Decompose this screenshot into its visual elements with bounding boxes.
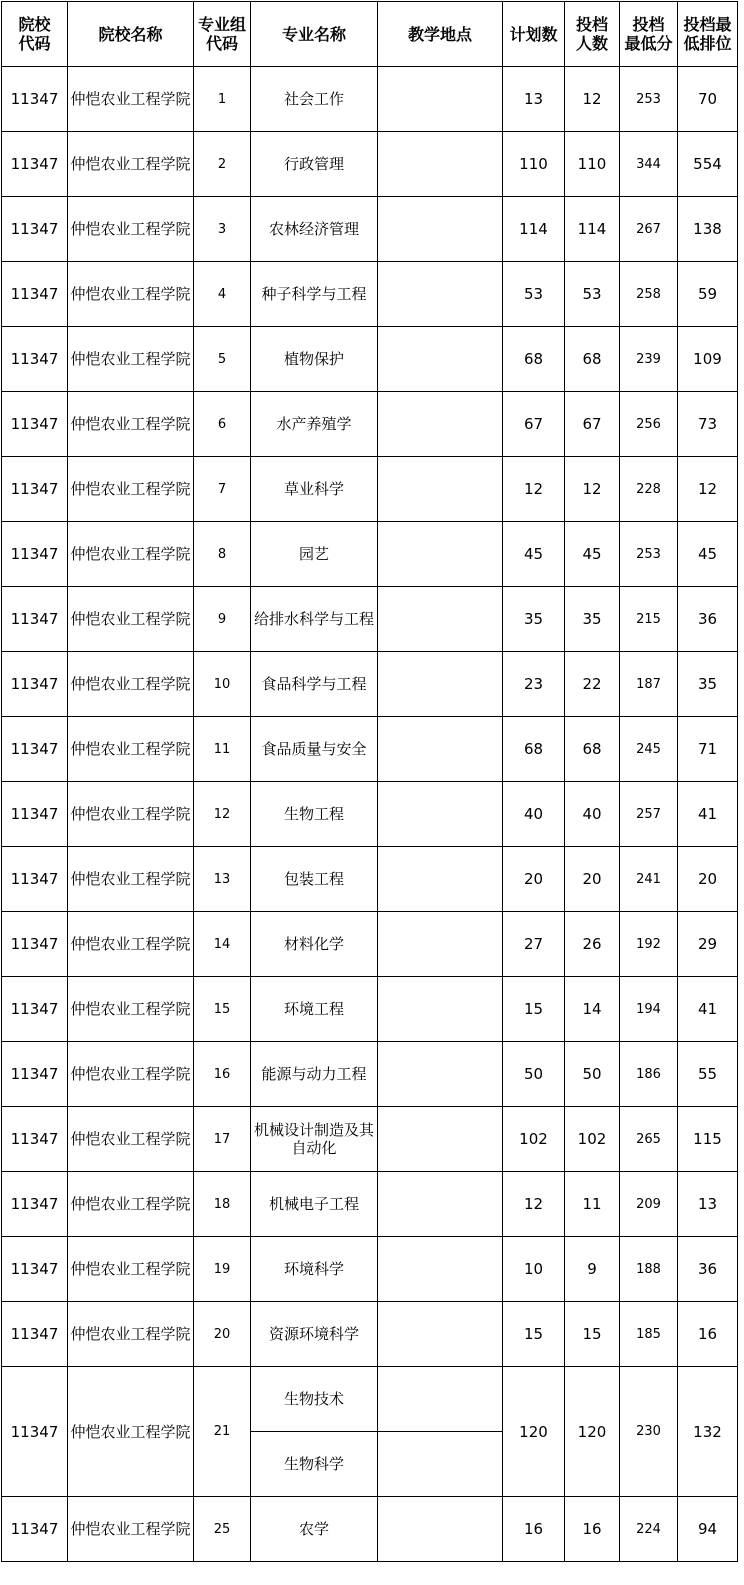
school-name-cell: 仲恺农业工程学院 bbox=[68, 912, 194, 977]
school-code-cell: 11347 bbox=[2, 327, 68, 392]
location-cell bbox=[378, 1237, 503, 1302]
table-row bbox=[2, 912, 738, 977]
min-score-cell: 224 bbox=[620, 1497, 678, 1562]
major-name-cell: 生物工程 bbox=[251, 782, 378, 847]
admitted-cell: 53 bbox=[565, 262, 620, 327]
major-name-cell: 包装工程 bbox=[251, 847, 378, 912]
plan-cell: 20 bbox=[503, 847, 565, 912]
plan-cell: 40 bbox=[503, 782, 565, 847]
plan-cell: 10 bbox=[503, 1237, 565, 1302]
major-name-cell: 种子科学与工程 bbox=[251, 262, 378, 327]
admitted-cell: 22 bbox=[565, 652, 620, 717]
header-text: 最低分 bbox=[624, 34, 673, 53]
min-score-cell: 245 bbox=[620, 717, 678, 782]
min-rank-cell: 70 bbox=[678, 67, 738, 132]
plan-cell: 67 bbox=[503, 392, 565, 457]
min-rank-cell: 16 bbox=[678, 1302, 738, 1367]
school-code-cell: 11347 bbox=[2, 652, 68, 717]
admitted-cell: 120 bbox=[565, 1367, 620, 1497]
school-name-cell: 仲恺农业工程学院 bbox=[68, 1497, 194, 1562]
table-row bbox=[2, 977, 738, 1042]
min-score-cell: 185 bbox=[620, 1302, 678, 1367]
school-code-cell: 11347 bbox=[2, 1107, 68, 1172]
admitted-cell: 14 bbox=[565, 977, 620, 1042]
plan-cell: 110 bbox=[503, 132, 565, 197]
admitted-cell: 40 bbox=[565, 782, 620, 847]
location-cell bbox=[378, 717, 503, 782]
group-code-cell: 14 bbox=[194, 912, 251, 977]
school-code-cell: 11347 bbox=[2, 1367, 68, 1497]
school-code-cell: 11347 bbox=[2, 717, 68, 782]
min-rank-cell: 36 bbox=[678, 1237, 738, 1302]
header-text: 投档 bbox=[575, 15, 608, 34]
major-name-cell: 材料化学 bbox=[251, 912, 378, 977]
admitted-cell: 50 bbox=[565, 1042, 620, 1107]
min-score-cell: 267 bbox=[620, 197, 678, 262]
admitted-cell: 12 bbox=[565, 67, 620, 132]
table-header bbox=[2, 2, 738, 67]
table-row bbox=[2, 1107, 738, 1172]
location-cell bbox=[378, 1107, 503, 1172]
location-cell bbox=[378, 262, 503, 327]
header-location bbox=[378, 2, 503, 67]
group-code-cell: 12 bbox=[194, 782, 251, 847]
school-code-cell: 11347 bbox=[2, 912, 68, 977]
major-name-cell: 环境工程 bbox=[251, 977, 378, 1042]
location-cell bbox=[378, 457, 503, 522]
min-score-cell: 188 bbox=[620, 1237, 678, 1302]
group-code-cell: 10 bbox=[194, 652, 251, 717]
plan-cell: 102 bbox=[503, 1107, 565, 1172]
location-cell bbox=[378, 1302, 503, 1367]
location-cell bbox=[378, 1432, 503, 1497]
table-row bbox=[2, 1042, 738, 1107]
school-name-cell: 仲恺农业工程学院 bbox=[68, 1302, 194, 1367]
header-row bbox=[2, 2, 738, 67]
location-cell bbox=[378, 67, 503, 132]
school-name-cell: 仲恺农业工程学院 bbox=[68, 457, 194, 522]
plan-cell: 15 bbox=[503, 1302, 565, 1367]
admitted-cell: 102 bbox=[565, 1107, 620, 1172]
school-name-cell: 仲恺农业工程学院 bbox=[68, 262, 194, 327]
header-text: 低排位 bbox=[683, 34, 732, 53]
min-score-cell: 257 bbox=[620, 782, 678, 847]
school-name-cell: 仲恺农业工程学院 bbox=[68, 67, 194, 132]
location-cell bbox=[378, 197, 503, 262]
major-name-cell: 水产养殖学 bbox=[251, 392, 378, 457]
table-row bbox=[2, 197, 738, 262]
min-score-cell: 258 bbox=[620, 262, 678, 327]
header-plan bbox=[503, 2, 565, 67]
major-name-cell: 机械设计制造及其自动化 bbox=[251, 1107, 378, 1172]
school-code-cell: 11347 bbox=[2, 782, 68, 847]
header-min-rank bbox=[678, 2, 738, 67]
plan-cell: 27 bbox=[503, 912, 565, 977]
table-row bbox=[2, 522, 738, 587]
school-code-cell: 11347 bbox=[2, 1237, 68, 1302]
plan-cell: 50 bbox=[503, 1042, 565, 1107]
header-group-code bbox=[194, 2, 251, 67]
group-code-cell: 3 bbox=[194, 197, 251, 262]
school-code-cell: 11347 bbox=[2, 457, 68, 522]
major-name-cell: 能源与动力工程 bbox=[251, 1042, 378, 1107]
major-name-cell: 园艺 bbox=[251, 522, 378, 587]
location-cell bbox=[378, 1172, 503, 1237]
school-name-cell: 仲恺农业工程学院 bbox=[68, 847, 194, 912]
min-rank-cell: 115 bbox=[678, 1107, 738, 1172]
min-rank-cell: 132 bbox=[678, 1367, 738, 1497]
table-row bbox=[2, 67, 738, 132]
school-name-cell: 仲恺农业工程学院 bbox=[68, 587, 194, 652]
major-name-cell: 草业科学 bbox=[251, 457, 378, 522]
min-score-cell: 253 bbox=[620, 67, 678, 132]
school-code-cell: 11347 bbox=[2, 197, 68, 262]
location-cell bbox=[378, 522, 503, 587]
major-name-cell: 社会工作 bbox=[251, 67, 378, 132]
school-name-cell: 仲恺农业工程学院 bbox=[68, 652, 194, 717]
group-code-cell: 4 bbox=[194, 262, 251, 327]
group-code-cell: 19 bbox=[194, 1237, 251, 1302]
min-rank-cell: 71 bbox=[678, 717, 738, 782]
school-name-cell: 仲恺农业工程学院 bbox=[68, 1237, 194, 1302]
location-cell bbox=[378, 1042, 503, 1107]
school-name-cell: 仲恺农业工程学院 bbox=[68, 132, 194, 197]
school-code-cell: 11347 bbox=[2, 847, 68, 912]
admitted-cell: 26 bbox=[565, 912, 620, 977]
school-name-cell: 仲恺农业工程学院 bbox=[68, 197, 194, 262]
plan-cell: 16 bbox=[503, 1497, 565, 1562]
location-cell bbox=[378, 327, 503, 392]
plan-cell: 53 bbox=[503, 262, 565, 327]
min-rank-cell: 12 bbox=[678, 457, 738, 522]
group-code-cell: 15 bbox=[194, 977, 251, 1042]
major-name-cell: 食品质量与安全 bbox=[251, 717, 378, 782]
header-text: 投档 bbox=[632, 15, 665, 34]
location-cell bbox=[378, 587, 503, 652]
table-row bbox=[2, 1172, 738, 1237]
group-code-cell: 16 bbox=[194, 1042, 251, 1107]
min-score-cell: 186 bbox=[620, 1042, 678, 1107]
table-row bbox=[2, 587, 738, 652]
min-score-cell: 187 bbox=[620, 652, 678, 717]
table-row bbox=[2, 327, 738, 392]
major-name-cell: 食品科学与工程 bbox=[251, 652, 378, 717]
min-score-cell: 194 bbox=[620, 977, 678, 1042]
plan-cell: 35 bbox=[503, 587, 565, 652]
min-score-cell: 228 bbox=[620, 457, 678, 522]
header-major-name bbox=[251, 2, 378, 67]
group-code-cell: 9 bbox=[194, 587, 251, 652]
table-row bbox=[2, 457, 738, 522]
min-rank-cell: 35 bbox=[678, 652, 738, 717]
school-code-cell: 11347 bbox=[2, 392, 68, 457]
location-cell bbox=[378, 847, 503, 912]
header-text: 人数 bbox=[575, 34, 608, 53]
admitted-cell: 110 bbox=[565, 132, 620, 197]
group-code-cell: 5 bbox=[194, 327, 251, 392]
table-row bbox=[2, 717, 738, 782]
min-rank-cell: 45 bbox=[678, 522, 738, 587]
min-rank-cell: 94 bbox=[678, 1497, 738, 1562]
header-text: 院校 bbox=[18, 15, 51, 34]
table-row bbox=[2, 392, 738, 457]
major-name-cell: 机械电子工程 bbox=[251, 1172, 378, 1237]
min-rank-cell: 36 bbox=[678, 587, 738, 652]
min-rank-cell: 41 bbox=[678, 782, 738, 847]
admitted-cell: 35 bbox=[565, 587, 620, 652]
plan-cell: 114 bbox=[503, 197, 565, 262]
group-code-cell: 13 bbox=[194, 847, 251, 912]
header-text: 计划数 bbox=[509, 24, 558, 44]
plan-cell: 13 bbox=[503, 67, 565, 132]
header-admitted bbox=[565, 2, 620, 67]
header-school-code bbox=[2, 2, 68, 67]
min-score-cell: 209 bbox=[620, 1172, 678, 1237]
admitted-cell: 16 bbox=[565, 1497, 620, 1562]
major-name-cell: 农林经济管理 bbox=[251, 197, 378, 262]
group-code-cell: 18 bbox=[194, 1172, 251, 1237]
admitted-cell: 15 bbox=[565, 1302, 620, 1367]
school-code-cell: 11347 bbox=[2, 522, 68, 587]
location-cell bbox=[378, 132, 503, 197]
school-code-cell: 11347 bbox=[2, 1497, 68, 1562]
school-name-cell: 仲恺农业工程学院 bbox=[68, 782, 194, 847]
plan-cell: 12 bbox=[503, 457, 565, 522]
min-rank-cell: 138 bbox=[678, 197, 738, 262]
admitted-cell: 9 bbox=[565, 1237, 620, 1302]
location-cell bbox=[378, 782, 503, 847]
plan-cell: 12 bbox=[503, 1172, 565, 1237]
school-code-cell: 11347 bbox=[2, 1042, 68, 1107]
school-code-cell: 11347 bbox=[2, 67, 68, 132]
min-score-cell: 241 bbox=[620, 847, 678, 912]
plan-cell: 45 bbox=[503, 522, 565, 587]
location-cell bbox=[378, 392, 503, 457]
school-code-cell: 11347 bbox=[2, 132, 68, 197]
header-text: 教学地点 bbox=[407, 24, 472, 44]
min-rank-cell: 20 bbox=[678, 847, 738, 912]
plan-cell: 120 bbox=[503, 1367, 565, 1497]
table-row bbox=[2, 782, 738, 847]
min-rank-cell: 13 bbox=[678, 1172, 738, 1237]
plan-cell: 15 bbox=[503, 977, 565, 1042]
min-score-cell: 253 bbox=[620, 522, 678, 587]
header-text: 专业名称 bbox=[281, 24, 346, 44]
admitted-cell: 67 bbox=[565, 392, 620, 457]
admitted-cell: 11 bbox=[565, 1172, 620, 1237]
school-name-cell: 仲恺农业工程学院 bbox=[68, 977, 194, 1042]
school-name-cell: 仲恺农业工程学院 bbox=[68, 522, 194, 587]
plan-cell: 68 bbox=[503, 327, 565, 392]
location-cell bbox=[378, 1367, 503, 1432]
school-name-cell: 仲恺农业工程学院 bbox=[68, 1107, 194, 1172]
plan-cell: 23 bbox=[503, 652, 565, 717]
min-score-cell: 265 bbox=[620, 1107, 678, 1172]
major-name-cell: 给排水科学与工程 bbox=[251, 587, 378, 652]
admitted-cell: 68 bbox=[565, 717, 620, 782]
table-row bbox=[2, 1367, 738, 1432]
table-row bbox=[2, 652, 738, 717]
admission-table bbox=[1, 1, 738, 1562]
header-text: 专业组 bbox=[197, 15, 246, 34]
group-code-cell: 6 bbox=[194, 392, 251, 457]
group-code-cell: 17 bbox=[194, 1107, 251, 1172]
major-name-cell: 行政管理 bbox=[251, 132, 378, 197]
group-code-cell: 2 bbox=[194, 132, 251, 197]
school-code-cell: 11347 bbox=[2, 1302, 68, 1367]
admitted-cell: 45 bbox=[565, 522, 620, 587]
school-name-cell: 仲恺农业工程学院 bbox=[68, 1172, 194, 1237]
location-cell bbox=[378, 1497, 503, 1562]
group-code-cell: 8 bbox=[194, 522, 251, 587]
major-name-cell: 植物保护 bbox=[251, 327, 378, 392]
school-name-cell: 仲恺农业工程学院 bbox=[68, 392, 194, 457]
group-code-cell: 21 bbox=[194, 1367, 251, 1497]
min-rank-cell: 59 bbox=[678, 262, 738, 327]
min-score-cell: 192 bbox=[620, 912, 678, 977]
admitted-cell: 12 bbox=[565, 457, 620, 522]
major-name-cell: 资源环境科学 bbox=[251, 1302, 378, 1367]
school-code-cell: 11347 bbox=[2, 1172, 68, 1237]
admitted-cell: 114 bbox=[565, 197, 620, 262]
min-rank-cell: 41 bbox=[678, 977, 738, 1042]
group-code-cell: 7 bbox=[194, 457, 251, 522]
school-code-cell: 11347 bbox=[2, 977, 68, 1042]
school-name-cell: 仲恺农业工程学院 bbox=[68, 717, 194, 782]
min-score-cell: 230 bbox=[620, 1367, 678, 1497]
group-code-cell: 25 bbox=[194, 1497, 251, 1562]
min-score-cell: 215 bbox=[620, 587, 678, 652]
major-name-cell: 生物技术 bbox=[251, 1367, 378, 1432]
admitted-cell: 68 bbox=[565, 327, 620, 392]
group-code-cell: 20 bbox=[194, 1302, 251, 1367]
major-name-cell: 生物科学 bbox=[251, 1432, 378, 1497]
header-text: 代码 bbox=[18, 34, 51, 53]
header-text: 代码 bbox=[205, 34, 238, 53]
header-text: 院校名称 bbox=[98, 24, 163, 44]
table-row bbox=[2, 1302, 738, 1367]
location-cell bbox=[378, 652, 503, 717]
group-code-cell: 1 bbox=[194, 67, 251, 132]
table-body bbox=[2, 67, 738, 1562]
min-score-cell: 344 bbox=[620, 132, 678, 197]
header-school-name bbox=[68, 2, 194, 67]
table-row bbox=[2, 1237, 738, 1302]
school-code-cell: 11347 bbox=[2, 262, 68, 327]
table-row bbox=[2, 1497, 738, 1562]
min-rank-cell: 29 bbox=[678, 912, 738, 977]
group-code-cell: 11 bbox=[194, 717, 251, 782]
table-row bbox=[2, 847, 738, 912]
min-rank-cell: 73 bbox=[678, 392, 738, 457]
table-row bbox=[2, 262, 738, 327]
admitted-cell: 20 bbox=[565, 847, 620, 912]
plan-cell: 68 bbox=[503, 717, 565, 782]
major-name-cell: 农学 bbox=[251, 1497, 378, 1562]
school-name-cell: 仲恺农业工程学院 bbox=[68, 1367, 194, 1497]
min-rank-cell: 109 bbox=[678, 327, 738, 392]
school-name-cell: 仲恺农业工程学院 bbox=[68, 327, 194, 392]
table-row bbox=[2, 132, 738, 197]
min-score-cell: 239 bbox=[620, 327, 678, 392]
min-score-cell: 256 bbox=[620, 392, 678, 457]
major-name-cell: 环境科学 bbox=[251, 1237, 378, 1302]
location-cell bbox=[378, 912, 503, 977]
header-min-score bbox=[620, 2, 678, 67]
school-name-cell: 仲恺农业工程学院 bbox=[68, 1042, 194, 1107]
min-rank-cell: 55 bbox=[678, 1042, 738, 1107]
school-code-cell: 11347 bbox=[2, 587, 68, 652]
location-cell bbox=[378, 977, 503, 1042]
min-rank-cell: 554 bbox=[678, 132, 738, 197]
header-text: 投档最 bbox=[683, 15, 732, 34]
